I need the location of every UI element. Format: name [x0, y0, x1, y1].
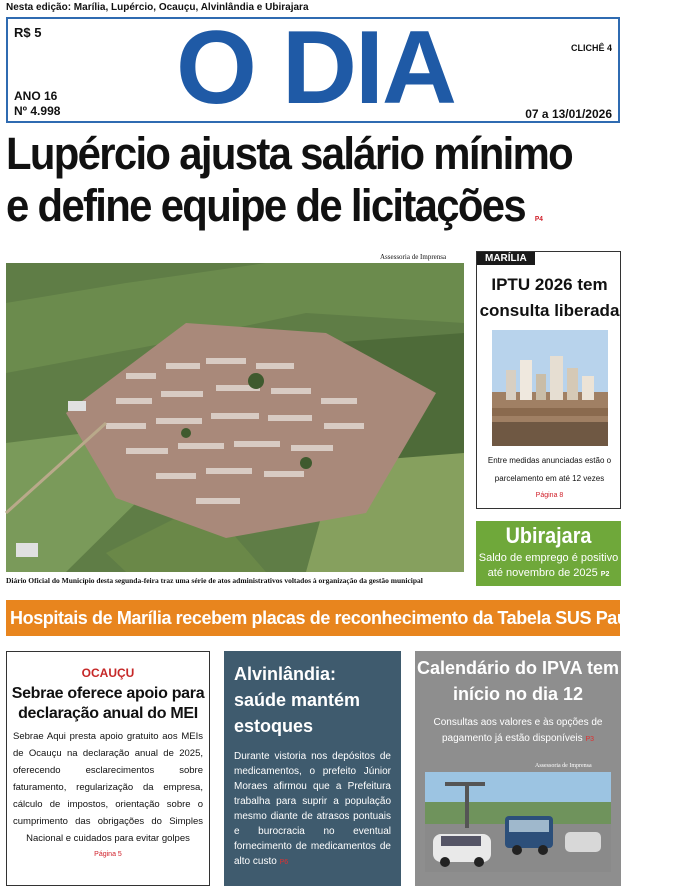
price: R$ 5 [14, 25, 42, 40]
marilia-page-ref: Página 8 [535, 492, 564, 499]
ocaucu-tag: OCAUÇU [81, 666, 135, 680]
ipva-page-ref: P3 [585, 736, 594, 743]
marilia-story[interactable] [476, 251, 621, 509]
banner-text: Hospitais de Marília recebem placas de reconhecimento da Tabela SUS Paulista [10, 608, 662, 628]
marilia-title: IPTU 2026 tem consulta liberada [479, 275, 620, 320]
headline-page-ref: P4 [534, 216, 543, 223]
marilia-text: Entre medidas anunciadas estão o parcelamento em até 12 vezes [487, 456, 612, 483]
ipva-story[interactable] [415, 651, 621, 886]
issue-number: Nº 4.998 [14, 104, 61, 118]
headline-line-1: Lupércio ajusta salário mínimo [6, 128, 573, 179]
masthead [6, 10, 620, 126]
alvinlandia-title: Alvinlândia: saúde mantém estoques [234, 664, 361, 736]
city-skyline-photo [492, 330, 608, 446]
ocaucu-story[interactable] [6, 651, 210, 886]
traffic-photo [425, 772, 611, 872]
issue-info [14, 89, 60, 119]
edition-line: Nesta edição: Marília, Lupércio, Ocauçu, Alvinlândia e Ubirajara [6, 2, 309, 13]
photo-credit: Assessoria de Imprensa [380, 253, 447, 261]
photo-caption: Diário Oficial do Município desta segunda-feira traz uma série de atos administrativos voltados à organização da gestão municipal [6, 576, 423, 585]
aerial-city-photo[interactable] [6, 263, 464, 572]
aerial-photo-illustration [6, 263, 464, 572]
ubirajara-story[interactable] [476, 521, 621, 586]
marilia-tag: MARÍLIA [477, 252, 535, 265]
ipva-photo-credit: Assessoria de Imprensa [535, 763, 592, 769]
ipva-text: Consultas aos valores e às opções de pagamento já estão disponíveis P3 [433, 717, 603, 744]
ubirajara-page-ref: P2 [600, 571, 610, 578]
headline-line-2: e define equipe de licitações P4 [6, 180, 543, 231]
ocaucu-text: Sebrae Aqui presta apoio gratuito aos MEIs de Ocauçu na declaração anual de 2025, oferecendo esclarecimentos sobre faturamento, regularização da empresa, cálculo de impostos, orientação sobre o cumprimento das obrigações do Simples Nacional e cuidados para evitar golpes [13, 731, 203, 844]
alvinlandia-story[interactable] [224, 651, 401, 886]
newspaper-logo[interactable]: O DIA [176, 10, 455, 126]
ubirajara-text: Saldo de emprego é positivo até novembro de 2025 P2 [478, 552, 619, 579]
ipva-title: Calendário do IPVA tem início no dia 12 [416, 658, 620, 704]
main-headline[interactable] [6, 128, 620, 246]
ocaucu-page-ref: Página 5 [94, 851, 122, 858]
issue-year: ANO 16 [14, 89, 58, 103]
ocaucu-title: Sebrae oferece apoio para declaração anual do MEI [11, 685, 205, 722]
alvinlandia-page-ref: P6 [279, 859, 289, 866]
issue-date: 07 a 13/01/2026 [525, 107, 612, 121]
banner-page-ref: P7 [666, 619, 674, 626]
ubirajara-title: Ubirajara [505, 523, 592, 548]
cliche-label: CLICHÊ 4 [570, 43, 612, 53]
hospitals-banner[interactable] [6, 600, 674, 636]
alvinlandia-text: Durante vistoria nos depósitos de medicamentos, o prefeito Júnior Moraes afirmou que a Prefeitura trabalha para suprir a população mesmo diante de atrasos pontuais e burocracia no eventual fornecimento de medicamentos de alto custo P6 [234, 751, 391, 867]
